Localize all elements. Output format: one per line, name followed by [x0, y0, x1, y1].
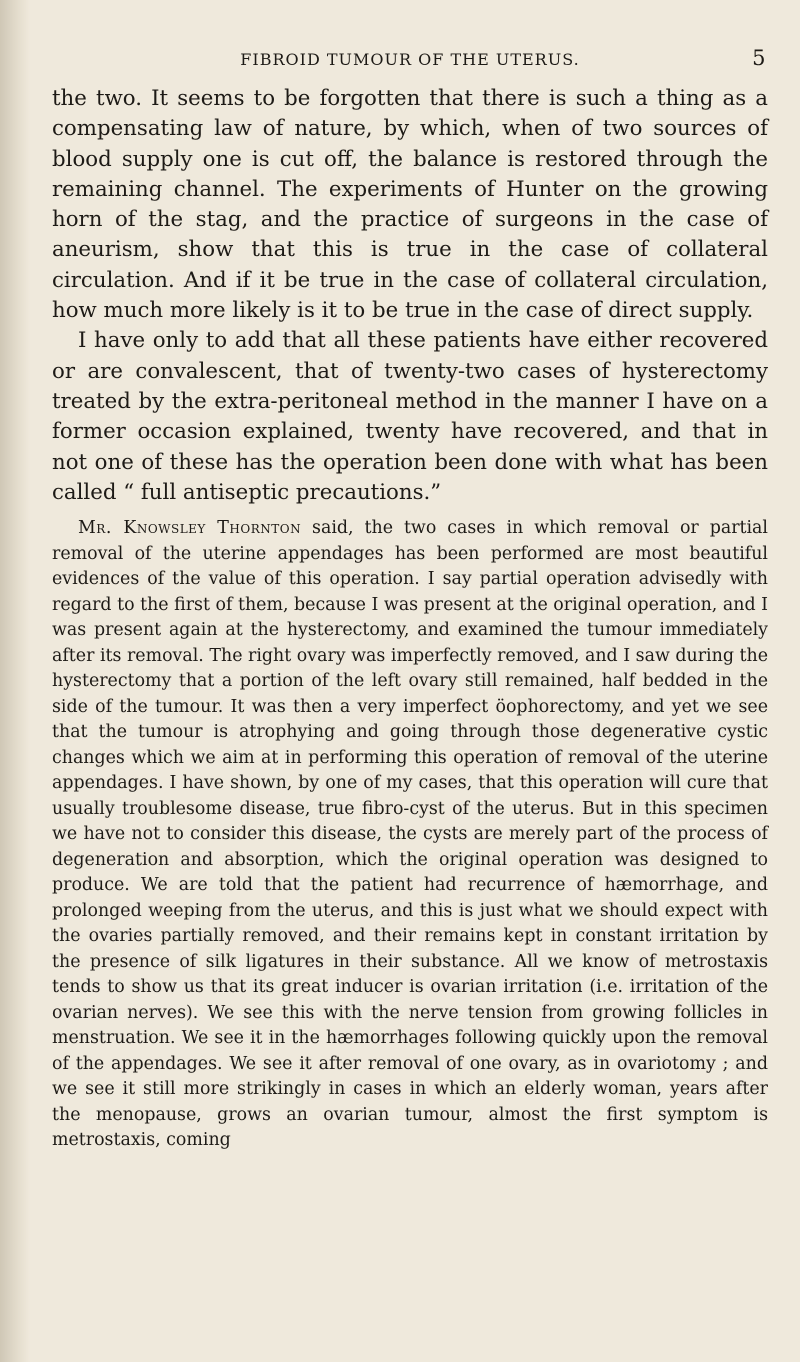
discussion-body: said, the two cases in which removal or partial removal of the uterine appendages has been performed are most beautiful evidences of the value of this operation. I say partial operation advisedly with regard to the first of them, because I was present at the original operation, and I was present again at the hysterectomy, and examined the tumour immediately after its removal. The right ovary was imperfectly removed, and I saw during the hysterectomy that a portion of the left ovary still remained, half bedded in the side of the tumour. It was then a very imperfect öophorectomy, and yet we see that the tumour is atrophying and going through those degenerative cystic changes which we aim at in performing this operation of removal of the uterine appendages. I have shown, by one of my cases, that this operation will cure that usually troublesome disease, true fibro-cyst of the uterus. But in this specimen we have not to consider this disease, the cysts are merely part of the process of degeneration and absorption, which the original operation was designed to produce. We are told that the patient had recurrence of hæmorrhage, and prolonged weeping from the uterus, and this is just what we should expect with the ovaries partially removed, and their remains kept in constant irritation by the presence of silk ligatures in their substance. All we know of metrostaxis tends to show us that its great inducer is ovarian irritation (i.e. irritation of the ovarian nerves). We see this with the nerve tension from growing follicles in menstruation. We see it in the hæmorrhages following quickly upon the removal of the appendages. We see it after removal of one ovary, as in ovariotomy ; and we see it still more strikingly in cases in which an elderly woman, years after the menopause, grows an ovarian tumour, almost the first symptom is metrostaxis, coming: [52, 518, 768, 1151]
running-title: FIBROID TUMOUR OF THE UTERUS.: [240, 50, 580, 69]
page-number: 5: [752, 46, 766, 70]
paragraph-1: the two. It seems to be forgotten that there is such a thing as a compensating law of nature, by which, when of two sources of blood supply one is cut off, the balance is restored through the remaining channel. The experiments of Hunter on the growing horn of the stag, and the practice of surgeons in the case of aneurism, show that this is true in the case of collateral circulation. And if it be true in the case of collateral circulation, how much more likely is it to be true in the case of direct supply.: [52, 86, 768, 324]
running-head: [52, 46, 768, 84]
main-text: [52, 84, 768, 508]
book-page: [52, 46, 768, 1154]
paragraph-2: I have only to add that all these patients have either recovered or are convalescent, that of twenty-two cases of hysterectomy treated by the extra-peritoneal method in the manner I have on a former occasion explained, twenty have recovered, and that in not one of these has the operation been done with what has been called “ full antiseptic precautions.”: [52, 328, 768, 505]
binding-shadow: [0, 0, 30, 1362]
discussion-paragraph: [52, 516, 768, 1154]
discussion-text: [52, 516, 768, 1154]
speaker-name: Mr. Knowsley Thornton: [78, 518, 302, 539]
